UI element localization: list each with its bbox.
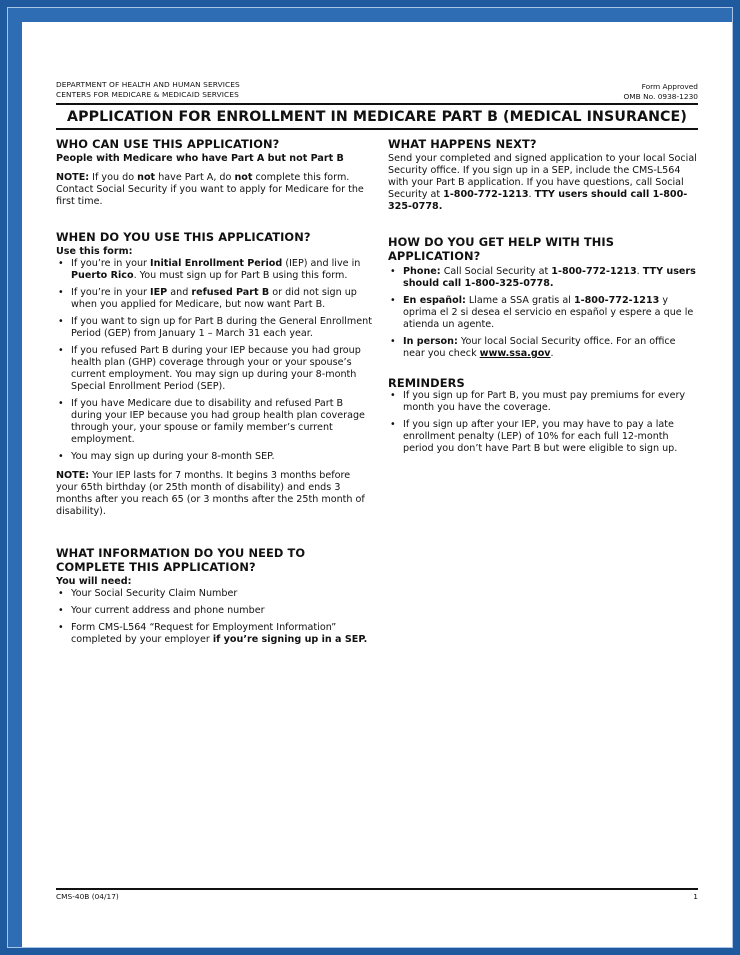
form-id: CMS-40B (04/17) xyxy=(56,892,119,901)
help-heading: HOW DO YOU GET HELP WITH THIS APPLICATION? xyxy=(388,235,615,263)
right-column xyxy=(388,137,700,460)
list-item: • You may sign up during your 8-month SEP. xyxy=(56,451,374,463)
list-item: • If you want to sign up for Part B during the General Enrollment Period (GEP) from January 1 – March 31 each year. xyxy=(56,316,374,340)
info-section xyxy=(56,546,374,646)
reminders-heading: REMINDERS xyxy=(388,376,465,390)
list-item: • If you sign up for Part B, you must pay premiums for every month you have the coverage. xyxy=(388,390,700,414)
next-text: Send your completed and signed application to your local Social Security office. If you sign up in a SEP, include the CMS-L564 with your Part B application. If you have questions, call Social Security at 1-800-772-1213. TTY users should call 1-800-325-0778. xyxy=(388,153,697,212)
list-item: • If you’re in your IEP and refused Part B or did not sign up when you applied for Medicare, but now want Part B. xyxy=(56,287,374,311)
agency-line-2: CENTERS FOR MEDICARE & MEDICAID SERVICES xyxy=(56,89,239,99)
blue-border-frame xyxy=(7,7,733,948)
footer-rule xyxy=(56,888,698,890)
list-item: • Your Social Security Claim Number xyxy=(56,588,374,600)
reminders-section xyxy=(388,376,700,455)
list-item: • If you have Medicare due to disability and refused Part B during your IEP because you had group health plan coverage through your, your spouse or family member’s current employment. xyxy=(56,398,374,446)
info-list xyxy=(56,588,374,646)
page-number: 1 xyxy=(693,892,698,901)
list-item: • In person: Your local Social Security office. For an office near you check www.ssa.gov. xyxy=(388,336,700,360)
help-section xyxy=(388,235,700,360)
info-subheading: You will need: xyxy=(56,576,132,587)
who-heading: WHO CAN USE THIS APPLICATION? xyxy=(56,137,280,151)
agency-header xyxy=(56,80,240,99)
when-section xyxy=(56,230,374,518)
list-item: • If you’re in your Initial Enrollment Period (IEP) and live in Puerto Rico. You must sign up for Part B using this form. xyxy=(56,258,374,282)
when-heading: WHEN DO YOU USE THIS APPLICATION? xyxy=(56,230,311,244)
form-approved: Form Approved xyxy=(641,82,698,91)
ssa-website-link[interactable]: www.ssa.gov xyxy=(479,348,551,359)
who-section xyxy=(56,137,374,208)
omb-block xyxy=(623,82,698,101)
document-page xyxy=(22,22,732,947)
when-subheading: Use this form: xyxy=(56,246,133,257)
who-note: NOTE: If you do not have Part A, do not complete this form. Contact Social Security if you want to apply for Medicare for the first time. xyxy=(56,172,364,207)
title-rule-top xyxy=(56,103,698,105)
list-item: • If you refused Part B during your IEP because you had group health plan (GHP) coverage through your or your spouse’s current employment. You may sign up during your 8-month Special Enrollment Period (SEP). xyxy=(56,345,374,393)
who-subheading: People with Medicare who have Part A but not Part B xyxy=(56,153,344,164)
list-item: • Phone: Call Social Security at 1-800-772-1213. TTY users should call 1-800-325-0778. xyxy=(388,266,700,290)
agency-line-1: DEPARTMENT OF HEALTH AND HUMAN SERVICES xyxy=(56,80,240,89)
omb-number: OMB No. 0938-1230 xyxy=(623,91,698,101)
info-heading: WHAT INFORMATION DO YOU NEED TO COMPLETE THIS APPLICATION? xyxy=(56,546,306,574)
list-item: • Your current address and phone number xyxy=(56,605,374,617)
list-item: • Form CMS-L564 “Request for Employment Information” completed by your employer if you’re signing up in a SEP. xyxy=(56,622,374,646)
page-title: APPLICATION FOR ENROLLMENT IN MEDICARE PART B (MEDICAL INSURANCE) xyxy=(67,109,687,125)
title-rule-bottom xyxy=(56,128,698,130)
help-list xyxy=(388,266,700,360)
list-item: • If you sign up after your IEP, you may have to pay a late enrollment penalty (LEP) of 10% for each full 12-month period you don’t have Part B but were eligible to sign up. xyxy=(388,419,700,455)
list-item: • En español: Llame a SSA gratis al 1-800-772-1213 y oprima el 2 si desea el servicio en español y espere a que le atienda un agente. xyxy=(388,295,700,331)
when-list xyxy=(56,258,374,463)
reminders-list xyxy=(388,390,700,455)
left-column xyxy=(56,137,374,651)
when-note: NOTE: Your IEP lasts for 7 months. It begins 3 months before your 65th birthday (or 25th month of disability) and ends 3 months after you reach 65 (or 3 months after the 25th month of disability). xyxy=(56,470,365,517)
next-heading: WHAT HAPPENS NEXT? xyxy=(388,137,537,151)
next-section xyxy=(388,137,700,213)
